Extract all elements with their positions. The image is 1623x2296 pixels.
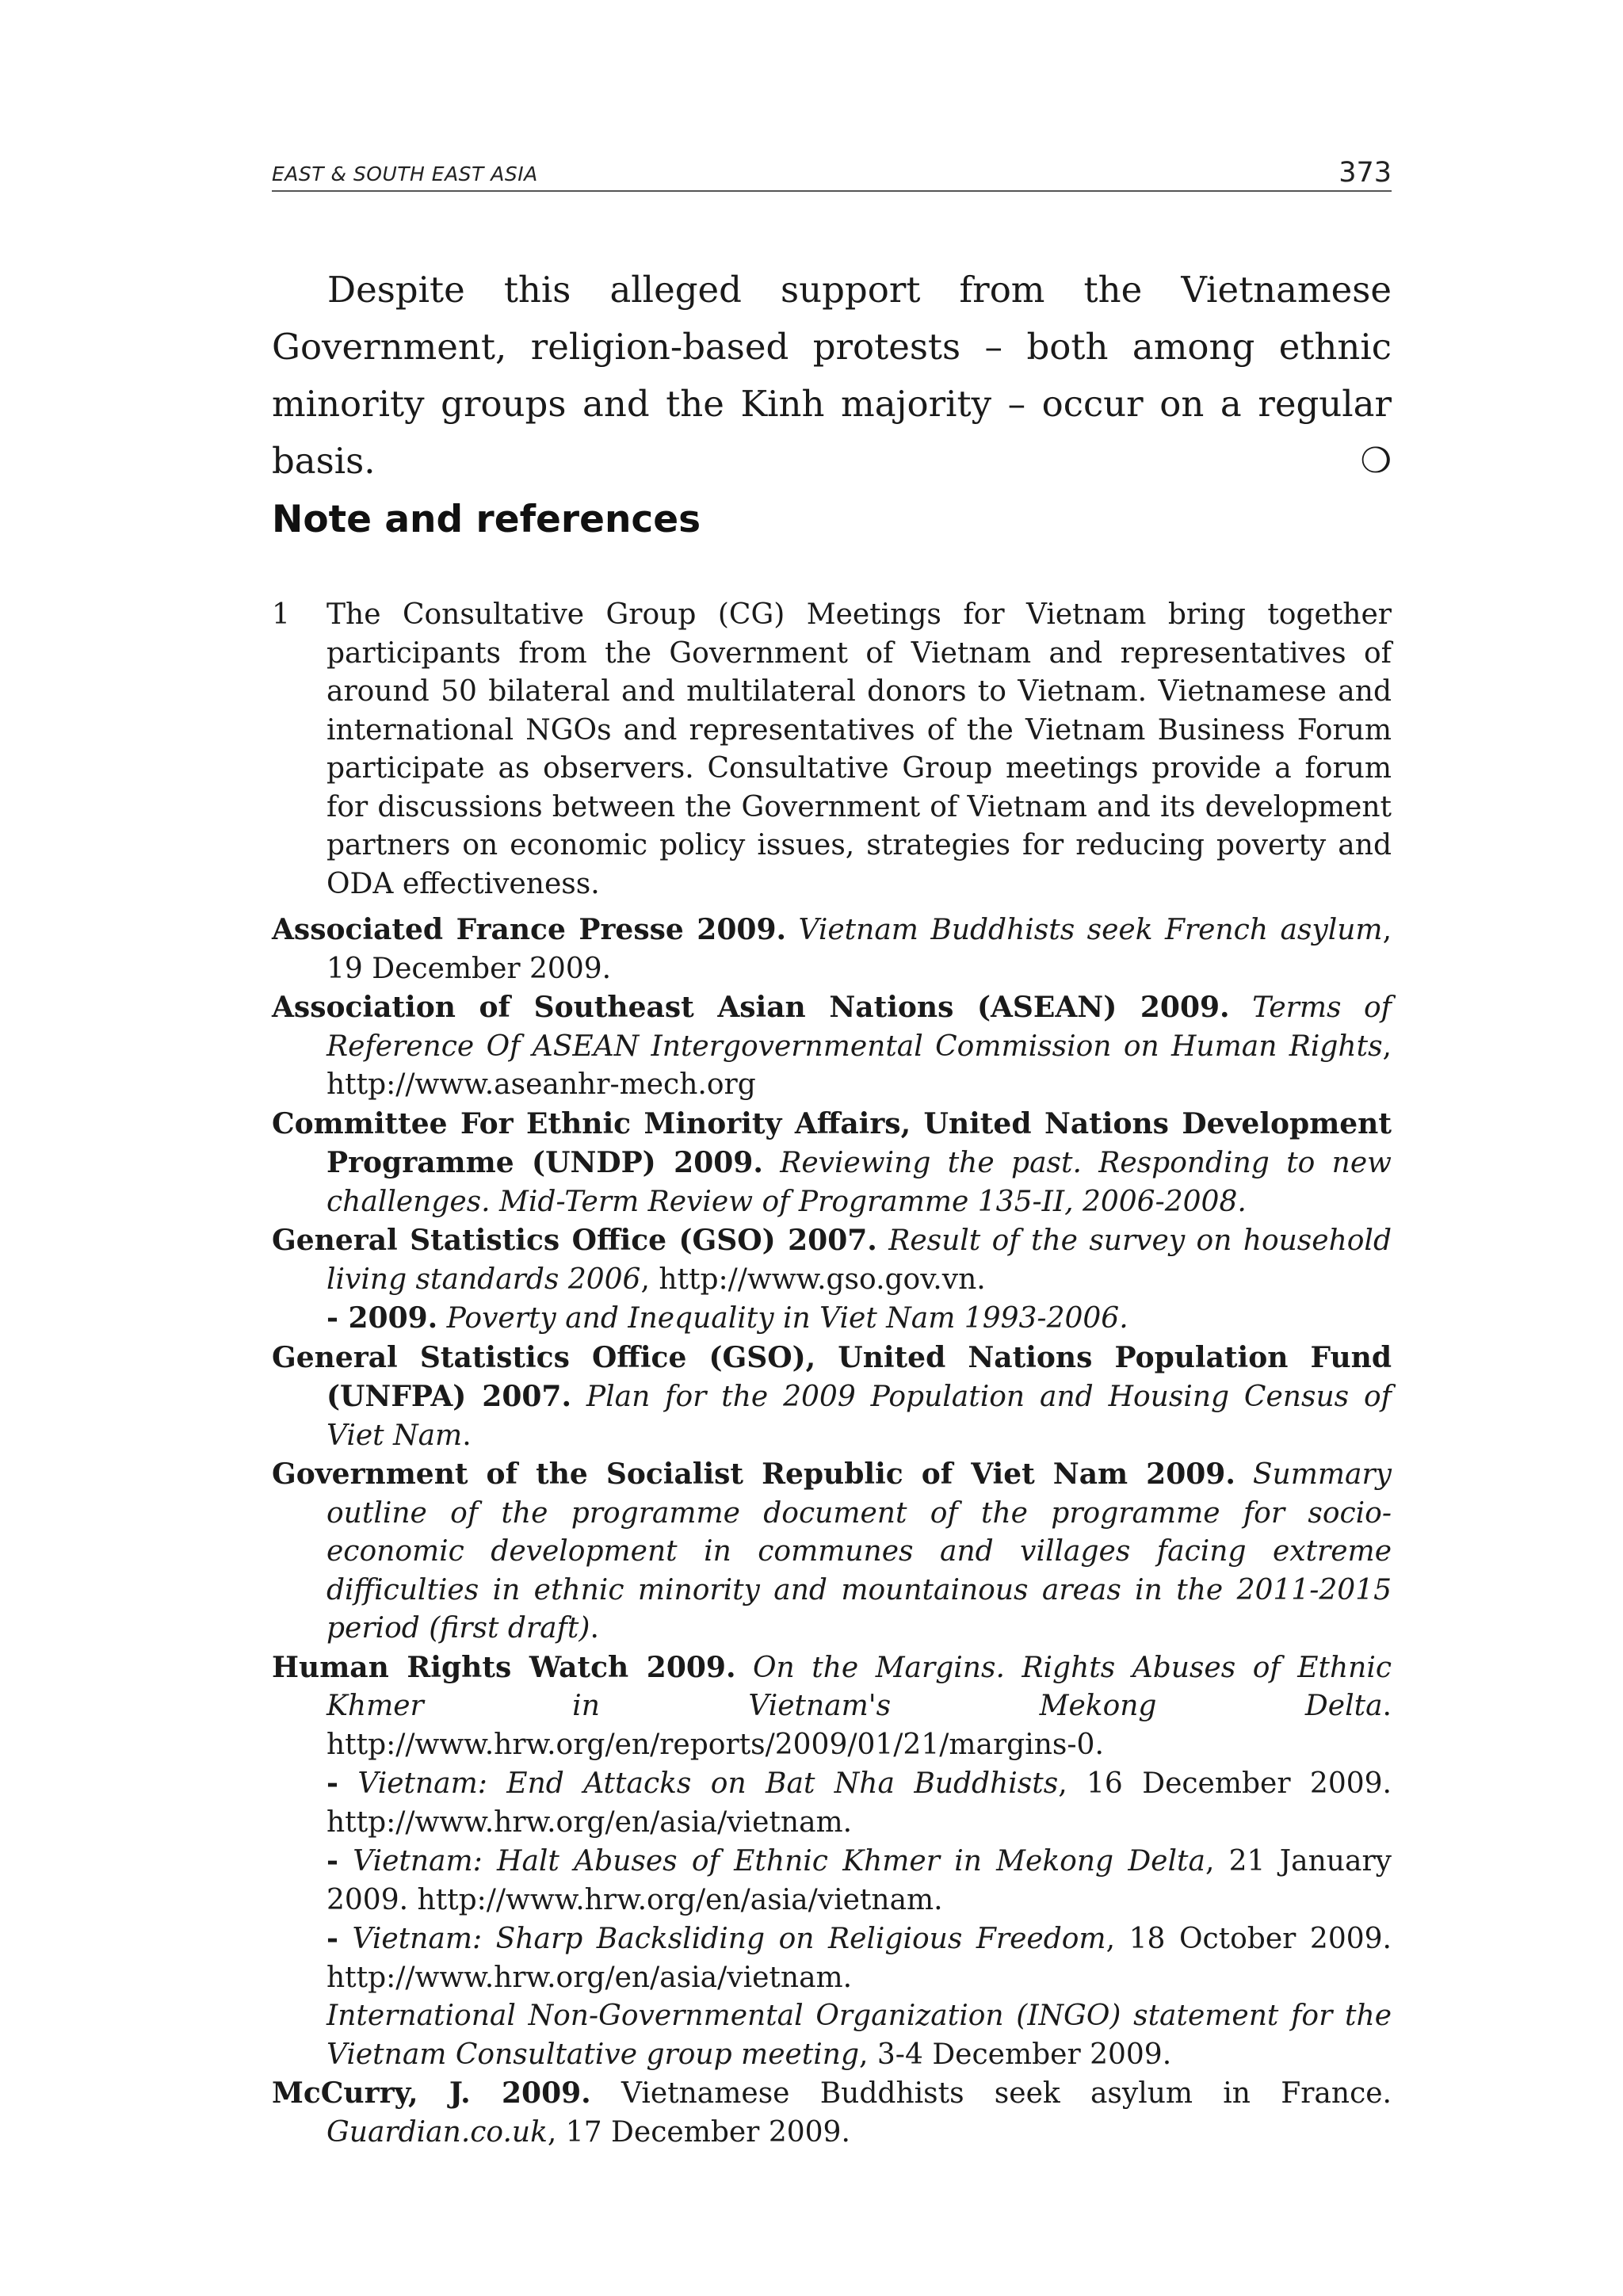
reference-title: Reviewing the past. Responding to new challenges. Mid-Term Review of Programme 135-II, 2006-2008. xyxy=(327,1147,1392,1218)
reference-details: , http://www.aseanhr-mech.org xyxy=(327,1030,1392,1101)
reference-entry xyxy=(272,988,1392,1105)
reference-dash: - xyxy=(327,1844,338,1878)
section-heading: Note and references xyxy=(272,498,701,541)
reference-details: , 21 January 2009. http://www.hrw.org/en/asia/vietnam. xyxy=(327,1845,1392,1916)
reference-details: . xyxy=(590,1612,599,1645)
reference-details: , 16 December 2009. http://www.hrw.org/en/asia/vietnam. xyxy=(327,1767,1392,1839)
reference-entry xyxy=(272,1105,1392,1222)
reference-entry xyxy=(272,1221,1392,1299)
reference-details: . http://www.hrw.org/en/reports/2009/01/21/margins-0. xyxy=(327,1690,1392,1761)
reference-entry xyxy=(272,911,1392,988)
page-number: 373 xyxy=(1338,157,1392,189)
reference-author: Association of Southeast Asian Nations (ASEAN) 2009. xyxy=(272,991,1230,1024)
reference-entry xyxy=(272,1339,1392,1456)
reference-dash: - xyxy=(327,1922,338,1955)
reference-sub-entry xyxy=(272,1764,1392,1842)
reference-entry xyxy=(272,1648,1392,1765)
reference-title: Result of the survey on household living standards 2006 xyxy=(327,1224,1392,1296)
reference-details: Vietnamese Buddhists seek asylum in France. xyxy=(621,2077,1392,2110)
reference-sub-entry xyxy=(272,1299,1392,1339)
reference-title: Poverty and Inequality in Viet Nam 1993-2006. xyxy=(446,1302,1128,1335)
reference-dash: - xyxy=(327,1767,338,1800)
note-item xyxy=(272,596,1392,904)
note-text: The Consultative Group (CG) Meetings for Vietnam bring together participants from the Government of Vietnam and representatives of around 50 bilateral and multilateral donors to Vietnam. Vietnamese and international NGOs and representatives of the Vietnam Business Forum participate as observers. Consultative Group meetings provide a forum for discussions between the Government of Vietnam and its development partners on economic policy issues, strategies for reducing poverty and ODA effectiveness. xyxy=(327,598,1392,900)
reference-title: Terms of Reference Of ASEAN Intergovernmental Commission on Human Rights xyxy=(327,991,1392,1063)
reference-author: General Statistics Office (GSO) 2007. xyxy=(272,1224,877,1257)
reference-entry xyxy=(272,1455,1392,1648)
reference-entry xyxy=(272,2074,1392,2152)
running-title: EAST & SOUTH EAST ASIA xyxy=(272,162,538,185)
reference-sub-entry xyxy=(272,1997,1392,2074)
reference-details: , 3-4 December 2009. xyxy=(859,2038,1172,2071)
reference-sub-year: - 2009. xyxy=(327,1301,438,1335)
reference-author: General Statistics Office (GSO), United Nations Population Fund (UNFPA) 2007. xyxy=(272,1340,1392,1413)
running-header xyxy=(272,152,1392,192)
body-paragraph xyxy=(272,262,1392,490)
reference-author: McCurry, J. 2009. xyxy=(272,2076,591,2110)
reference-title: Summary outline of the programme document of the programme for socio-economic development in communes and villages facing extreme difficulties in ethnic minority and mountainous areas in the 2011-2015 period (first draft) xyxy=(327,1458,1392,1645)
reference-title: International Non-Governmental Organization (INGO) statement for the Vietnam Consultative group meeting xyxy=(327,2000,1392,2071)
reference-details: , 19 December 2009. xyxy=(327,914,1392,985)
reference-author: Government of the Socialist Republic of Viet Nam 2009. xyxy=(272,1457,1235,1491)
reference-author: Committee For Ethnic Minority Affairs, United Nations Development Programme (UNDP) 2009. xyxy=(272,1106,1392,1179)
reference-sub-entry xyxy=(272,1920,1392,1997)
reference-title: Vietnam: Halt Abuses of Ethnic Khmer in Mekong Delta xyxy=(353,1845,1205,1878)
reference-details: , 18 October 2009. http://www.hrw.org/en/asia/vietnam. xyxy=(327,1923,1392,1994)
reference-details: , 17 December 2009. xyxy=(547,2115,850,2149)
reference-details: , http://www.gso.gov.vn. xyxy=(640,1263,986,1296)
reference-title: Guardian.co.uk xyxy=(327,2115,548,2149)
reference-details: . xyxy=(462,1419,472,1452)
end-of-article-icon: ❍ xyxy=(1360,441,1392,481)
body-paragraph-text: Despite this alleged support from the Vietnamese Government, religion-based protests – both among ethnic minority groups and the Kinh majority – occur on a regular basis. xyxy=(272,269,1392,482)
reference-title: Vietnam: Sharp Backsliding on Religious Freedom xyxy=(352,1923,1106,1955)
reference-author: Associated France Presse 2009. xyxy=(272,913,787,946)
note-number: 1 xyxy=(272,598,290,631)
reference-title: On the Margins. Rights Abuses of Ethnic Khmer in Vietnam's Mekong Delta xyxy=(327,1651,1392,1722)
reference-sub-entry xyxy=(272,1842,1392,1920)
reference-title: Vietnam: End Attacks on Bat Nha Buddhists xyxy=(357,1767,1059,1800)
reference-title: Plan for the 2009 Population and Housing Census of Viet Nam xyxy=(327,1381,1392,1452)
reference-list xyxy=(272,911,1392,2152)
reference-author: Human Rights Watch 2009. xyxy=(272,1650,736,1684)
reference-title: Vietnam Buddhists seek French asylum xyxy=(798,914,1383,946)
